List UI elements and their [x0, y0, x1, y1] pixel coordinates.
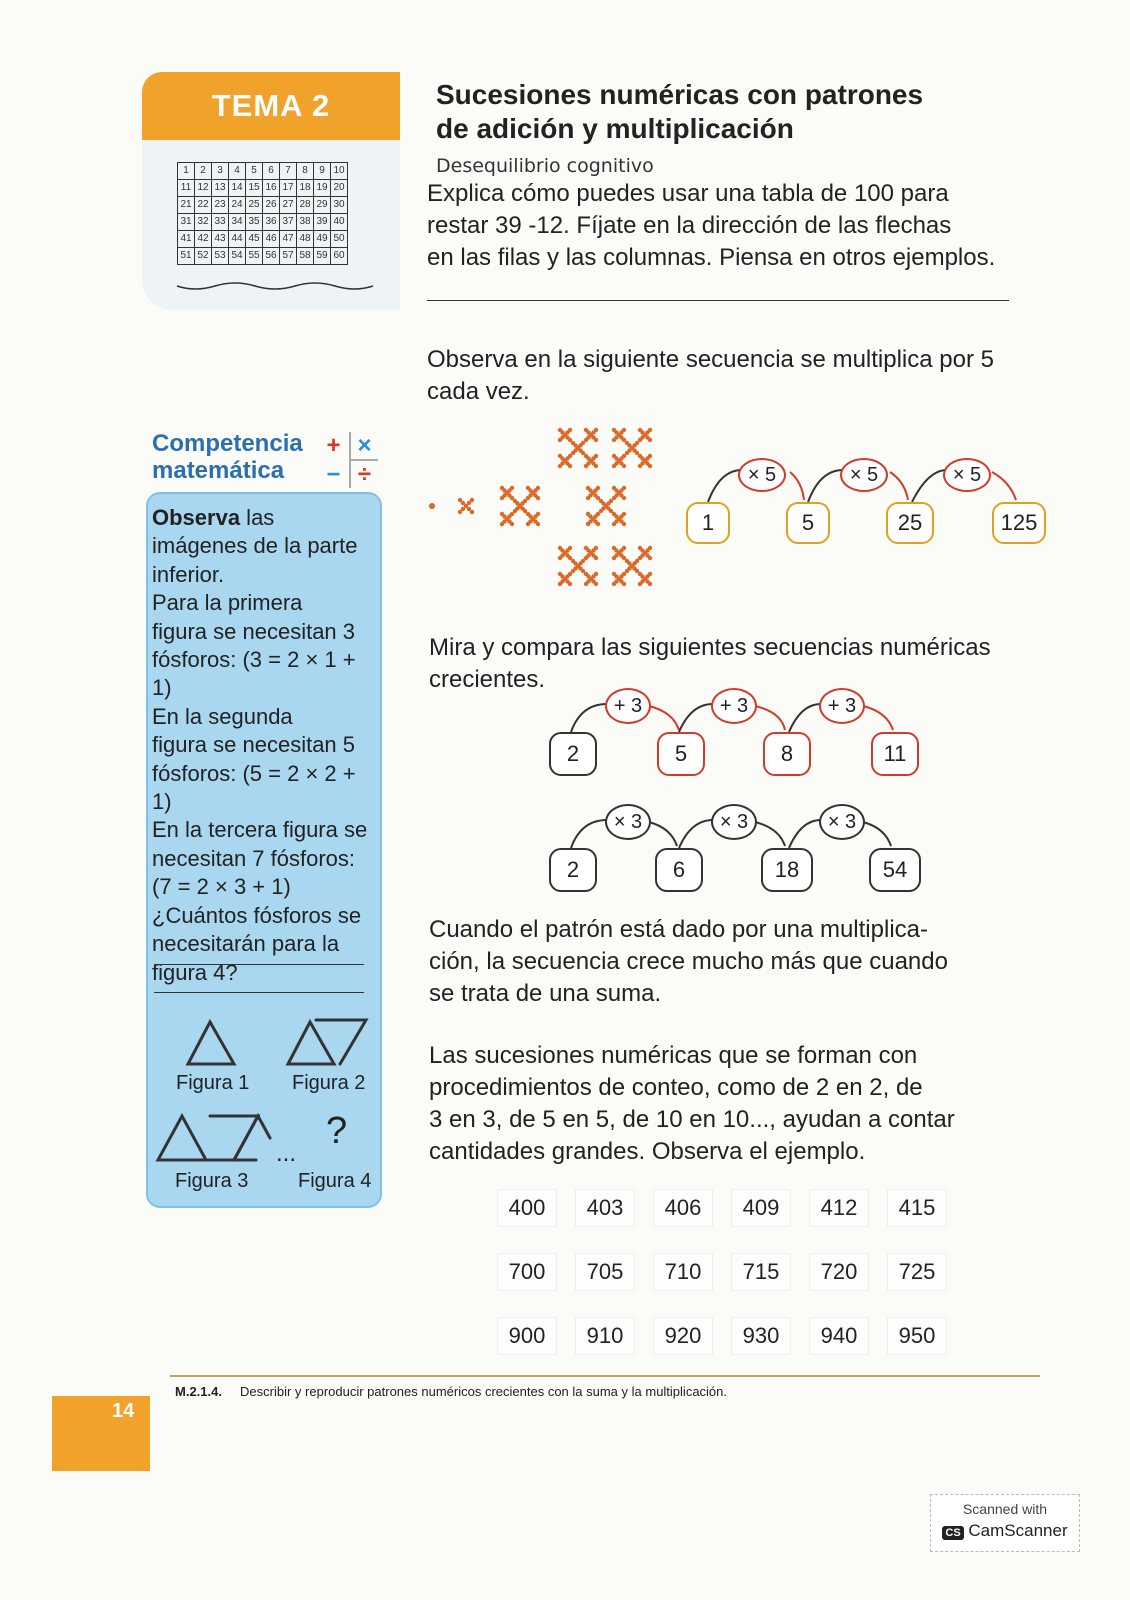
counting-number-grid: [498, 1190, 968, 1370]
table-cell: 58: [297, 248, 314, 265]
table-cell: 51: [178, 248, 195, 265]
competencia-text: Observa las imágenes de la parte inferior. Para la primera figura se necesitan 3 fósforos: (3 = 2 × 1 + 1) En la segunda figura se necesitan 5 fósforos: (5 = 2 × 2 + 1) En la tercera figura se necesitan 7 fósforos: (7 = 2 × 3 + 1) ¿Cuántos fósforos se necesitarán para la figura 4?: [152, 505, 368, 985]
table-cell: 2: [195, 163, 212, 180]
number-cell: 900: [498, 1318, 556, 1354]
answer-line[interactable]: [427, 300, 1009, 301]
table-cell: 46: [263, 231, 280, 248]
table-cell: 33: [212, 214, 229, 231]
table-cell: 34: [229, 214, 246, 231]
minus-icon: −: [326, 461, 341, 488]
observe-paragraph: Observa en la siguiente secuencia se multiplica por 5 cada vez.: [427, 346, 994, 405]
table-cell: 14: [229, 180, 246, 197]
page-title: Sucesiones numéricas con patrones de adición y multiplicación: [436, 79, 924, 144]
tema-label: TEMA 2: [142, 72, 400, 140]
table-cell: 40: [331, 214, 348, 231]
table-cell: 56: [263, 248, 280, 265]
x-mark: [429, 503, 435, 509]
hundred-table: [177, 162, 348, 265]
x-mark: [584, 428, 598, 442]
math-operations-icon: [320, 432, 378, 490]
number-cell: 415: [888, 1190, 946, 1226]
table-cell: 3: [212, 163, 229, 180]
op-bubble: × 5: [943, 458, 991, 492]
footer-standard: M.2.1.4. Describir y reproducir patrones numéricos crecientes con la suma y la multiplicación.: [175, 1384, 728, 1399]
x-mark: [584, 546, 598, 560]
table-cell: 25: [246, 197, 263, 214]
number-cell: 700: [498, 1254, 556, 1290]
intro-paragraph: Explica cómo puedes usar una tabla de 100 para restar 39 -12. Fíjate en la dirección de las flechas en las filas y las columnas. Piensa en otros ejemplos.: [427, 180, 996, 271]
table-cell: 6: [263, 163, 280, 180]
table-cell: 13: [212, 180, 229, 197]
table-cell: 24: [229, 197, 246, 214]
number-cell: 950: [888, 1318, 946, 1354]
x-mark: [638, 428, 652, 442]
number-cell: 406: [654, 1190, 712, 1226]
figure-2-label: Figura 2: [292, 1072, 366, 1094]
table-cell: 19: [314, 180, 331, 197]
counting-paragraph: Las sucesiones numéricas que se forman con procedimientos de conteo, como de 2 en 2, de 3 en 3, de 5 en 5, de 10 en 10..., ayudan a contar cantidades grandes. Observa el ejemplo.: [429, 1042, 955, 1165]
number-cell: 920: [654, 1318, 712, 1354]
sequence-value: 8: [763, 732, 811, 776]
sequence-value: 6: [655, 848, 703, 892]
table-cell: 50: [331, 231, 348, 248]
table-cell: 23: [212, 197, 229, 214]
torn-edge: [175, 280, 375, 294]
figure-3-label: Figura 3: [175, 1170, 249, 1192]
page-number-tab: [52, 1396, 150, 1471]
table-cell: 4: [229, 163, 246, 180]
table-cell: 53: [212, 248, 229, 265]
x-pattern-figure: [420, 420, 680, 600]
times-icon: ×: [349, 432, 378, 461]
sequence-value: 2: [549, 732, 597, 776]
x-mark: [599, 499, 613, 513]
table-cell: 18: [297, 180, 314, 197]
table-cell: 47: [280, 231, 297, 248]
x-mark: [625, 559, 639, 573]
table-cell: 35: [246, 214, 263, 231]
divide-icon: ÷: [349, 461, 378, 488]
table-cell: 60: [331, 248, 348, 265]
table-cell: 10: [331, 163, 348, 180]
x-mark: [612, 546, 626, 560]
figure-1-label: Figura 1: [176, 1072, 250, 1094]
sequence-value: 1: [686, 502, 730, 544]
plus-icon: +: [326, 432, 341, 459]
table-cell: 37: [280, 214, 297, 231]
x-mark: [612, 486, 626, 500]
table-cell: 17: [280, 180, 297, 197]
table-cell: 32: [195, 214, 212, 231]
footer-divider: [170, 1375, 1040, 1377]
x-mark: [558, 454, 572, 468]
answer-line[interactable]: [154, 992, 364, 993]
op-bubble: × 5: [738, 458, 786, 492]
table-cell: 5: [246, 163, 263, 180]
question-mark: ?: [326, 1110, 348, 1152]
scanner-watermark: Scanned with CS CamScanner: [930, 1494, 1080, 1552]
x-mark: [586, 512, 600, 526]
x-mark: [612, 572, 626, 586]
table-cell: 12: [195, 180, 212, 197]
number-cell: 400: [498, 1190, 556, 1226]
op-bubble: × 3: [819, 804, 865, 840]
x-mark: [571, 559, 585, 573]
table-cell: 15: [246, 180, 263, 197]
table-cell: 49: [314, 231, 331, 248]
x-mark: [526, 486, 540, 500]
sequence-value: 54: [869, 848, 921, 892]
x-mark: [558, 546, 572, 560]
table-cell: 59: [314, 248, 331, 265]
table-cell: 45: [246, 231, 263, 248]
x-mark: [612, 428, 626, 442]
ellipsis: ...: [276, 1140, 297, 1167]
table-cell: 21: [178, 197, 195, 214]
table-cell: 16: [263, 180, 280, 197]
op-bubble: + 3: [711, 688, 757, 724]
table-cell: 30: [331, 197, 348, 214]
x-mark: [458, 498, 474, 514]
x-mark: [584, 454, 598, 468]
table-cell: 11: [178, 180, 195, 197]
table-cell: 7: [280, 163, 297, 180]
number-cell: 940: [810, 1318, 868, 1354]
table-cell: 48: [297, 231, 314, 248]
table-cell: 41: [178, 231, 195, 248]
table-cell: 27: [280, 197, 297, 214]
table-cell: 28: [297, 197, 314, 214]
number-cell: 705: [576, 1254, 634, 1290]
table-cell: 1: [178, 163, 195, 180]
table-cell: 39: [314, 214, 331, 231]
number-cell: 412: [810, 1190, 868, 1226]
camscanner-logo-icon: CS: [942, 1526, 963, 1540]
table-cell: 9: [314, 163, 331, 180]
number-cell: 725: [888, 1254, 946, 1290]
x-mark: [500, 512, 514, 526]
hundred-table-panel: [142, 140, 400, 310]
op-bubble: × 3: [711, 804, 757, 840]
answer-line[interactable]: [154, 964, 364, 965]
number-cell: 403: [576, 1190, 634, 1226]
sequence-value: 25: [886, 502, 934, 544]
op-bubble: × 3: [605, 804, 651, 840]
number-cell: 409: [732, 1190, 790, 1226]
op-bubble: × 5: [840, 458, 888, 492]
table-cell: 26: [263, 197, 280, 214]
x-mark: [638, 572, 652, 586]
sequence-value: 5: [786, 502, 830, 544]
figure-4-label: Figura 4: [298, 1170, 372, 1192]
op-bubble: + 3: [819, 688, 865, 724]
page-number: 14: [112, 1400, 135, 1422]
op-bubble: + 3: [605, 688, 651, 724]
x-mark: [584, 572, 598, 586]
table-cell: 57: [280, 248, 297, 265]
x-mark: [558, 572, 572, 586]
x-mark: [638, 546, 652, 560]
table-cell: 31: [178, 214, 195, 231]
section-subtitle: Desequilibrio cognitivo: [436, 155, 654, 177]
sequence-add-3: [545, 682, 930, 782]
x-mark: [558, 428, 572, 442]
table-cell: 20: [331, 180, 348, 197]
table-cell: 22: [195, 197, 212, 214]
x-mark: [513, 499, 527, 513]
x-mark: [625, 441, 639, 455]
compare-paragraph: Mira y compara las siguientes secuencias numéricas crecientes.: [429, 634, 991, 693]
x-mark: [586, 486, 600, 500]
table-cell: 55: [246, 248, 263, 265]
x-mark: [571, 441, 585, 455]
x-mark: [638, 454, 652, 468]
number-cell: 720: [810, 1254, 868, 1290]
number-cell: 910: [576, 1318, 634, 1354]
table-cell: 54: [229, 248, 246, 265]
table-cell: 44: [229, 231, 246, 248]
number-cell: 715: [732, 1254, 790, 1290]
table-cell: 8: [297, 163, 314, 180]
sequence-value: 5: [657, 732, 705, 776]
table-cell: 52: [195, 248, 212, 265]
sequence-multiply-3: [545, 798, 930, 898]
table-cell: 42: [195, 231, 212, 248]
competencia-heading: Competencia matemática: [152, 430, 303, 484]
table-cell: 38: [297, 214, 314, 231]
number-cell: 930: [732, 1318, 790, 1354]
table-cell: 29: [314, 197, 331, 214]
sequence-value: 2: [549, 848, 597, 892]
x-mark: [612, 454, 626, 468]
sequence-value: 125: [992, 502, 1046, 544]
x-mark: [526, 512, 540, 526]
x-mark: [612, 512, 626, 526]
table-cell: 36: [263, 214, 280, 231]
conclusion-paragraph: Cuando el patrón está dado por una multiplica- ción, la secuencia crece mucho más que cuando se trata de una suma.: [429, 916, 948, 1007]
table-cell: 43: [212, 231, 229, 248]
sequence-value: 18: [761, 848, 813, 892]
x-mark: [500, 486, 514, 500]
sequence-value: 11: [871, 732, 919, 776]
number-cell: 710: [654, 1254, 712, 1290]
sequence-multiply-5: [680, 440, 1050, 550]
